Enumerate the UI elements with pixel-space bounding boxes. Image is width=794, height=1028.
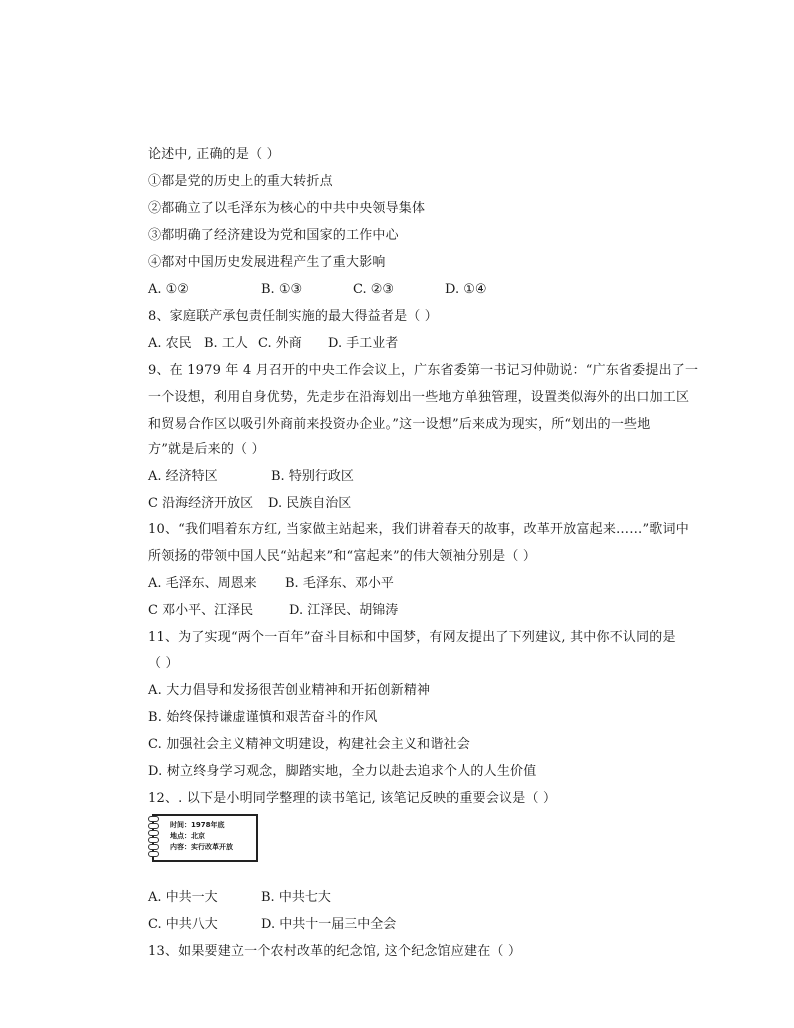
q10-stem-line-2: 所领扬的带领中国人民“站起来”和“富起来”的伟大领袖分别是（ ）	[148, 549, 537, 564]
q9-stem-line-3: 和贸易合作区以吸引外商前来投资办企业。”这一设想”后来成为现实，所“划出的一些地	[148, 417, 651, 432]
spiral-ring	[148, 851, 159, 857]
option-b: B. 中共七大	[261, 890, 331, 905]
q9-stem-line-4: 方”就是后来的（ ）	[148, 442, 265, 457]
option-b: B. ①③	[261, 282, 303, 297]
q7-stem-end: 论述中, 正确的是（ ）	[148, 147, 280, 162]
q7-statement-1: ①都是党的历史上的重大转折点	[148, 174, 333, 189]
q7-statement-3: ③都明确了经济建设为党和国家的工作中心	[148, 228, 399, 243]
q11-option-c: C. 加强社会主义精神文明建设，构建社会主义和谐社会	[148, 737, 470, 752]
option-b: B. 工人	[204, 336, 248, 351]
option-d: D. 手工业者	[328, 336, 399, 351]
notebook-place: 地点：北京	[170, 832, 205, 840]
q7-statement-4: ④都对中国历史发展进程产生了重大影响	[148, 255, 386, 270]
q10-stem-line-1: 10、“我们唱着东方红, 当家做主站起来，我们讲着春天的故事，改革开放富起来……”歌词中	[148, 522, 689, 537]
spiral-ring	[148, 823, 159, 829]
spiral-ring	[148, 816, 159, 822]
q8-stem: 8、家庭联产承包责任制实施的最大得益者是（ ）	[148, 309, 439, 324]
option-a: A. 中共一大	[148, 890, 218, 905]
option-d: D. 民族自治区	[268, 496, 352, 511]
q11-option-b: B. 始终保持谦虚谨慎和艰苦奋斗的作风	[148, 710, 378, 725]
option-b: B. 毛泽东、邓小平	[285, 576, 394, 591]
option-c: C 沿海经济开放区	[148, 496, 254, 511]
option-c: C. 中共八大	[148, 917, 218, 932]
option-c: C 邓小平、江泽民	[148, 603, 254, 618]
q11-stem-line-2: （ ）	[148, 656, 179, 671]
q11-option-d: D. 树立终身学习观念，脚踏实地，全力以赴去追求个人的人生价值	[148, 764, 537, 779]
option-d: D. 中共十一届三中全会	[261, 917, 397, 932]
option-c: C. 外商	[258, 336, 302, 351]
option-a: A. ①②	[148, 282, 189, 297]
q9-stem-line-1: 9、在 1979 年 4 月召开的中央工作会议上，广东省委第一书记习仲勋说：“广东省委提出了一	[148, 363, 699, 378]
option-a: A. 经济特区	[148, 469, 218, 484]
option-d: D. ①④	[445, 282, 487, 297]
option-b: B. 特别行政区	[271, 469, 354, 484]
q12-stem: 12、. 以下是小明同学整理的读书笔记, 该笔记反映的重要会议是（ ）	[148, 791, 557, 806]
q11-option-a: A. 大力倡导和发扬很苦创业精神和开拓创新精神	[148, 683, 431, 698]
q13-stem: 13、如果要建立一个农村改革的纪念馆, 这个纪念馆应建在（ ）	[148, 944, 522, 959]
q11-stem-line-1: 11、为了实现“两个一百年”奋斗目标和中国梦，有网友提出了下列建议, 其中你不认同的是	[148, 630, 676, 645]
option-a: A. 农民	[148, 336, 192, 351]
reading-notebook-image	[148, 812, 256, 860]
spiral-ring	[148, 844, 159, 850]
q9-stem-line-2: 一个设想，利用自身优势，先走步在沿海划出一些地方单独管理，设置类似海外的出口加工区	[148, 390, 690, 405]
option-c: C. ②③	[353, 282, 395, 297]
option-a: A. 毛泽东、周恩来	[148, 576, 257, 591]
notebook-content: 内容：实行改革开放	[170, 843, 233, 851]
spiral-ring	[148, 837, 159, 843]
option-d: D. 江泽民、胡锦涛	[289, 603, 399, 618]
q7-statement-2: ②都确立了以毛泽东为核心的中共中央领导集体	[148, 201, 426, 216]
spiral-ring	[148, 830, 159, 836]
notebook-time: 时间：1978年底	[170, 821, 225, 829]
